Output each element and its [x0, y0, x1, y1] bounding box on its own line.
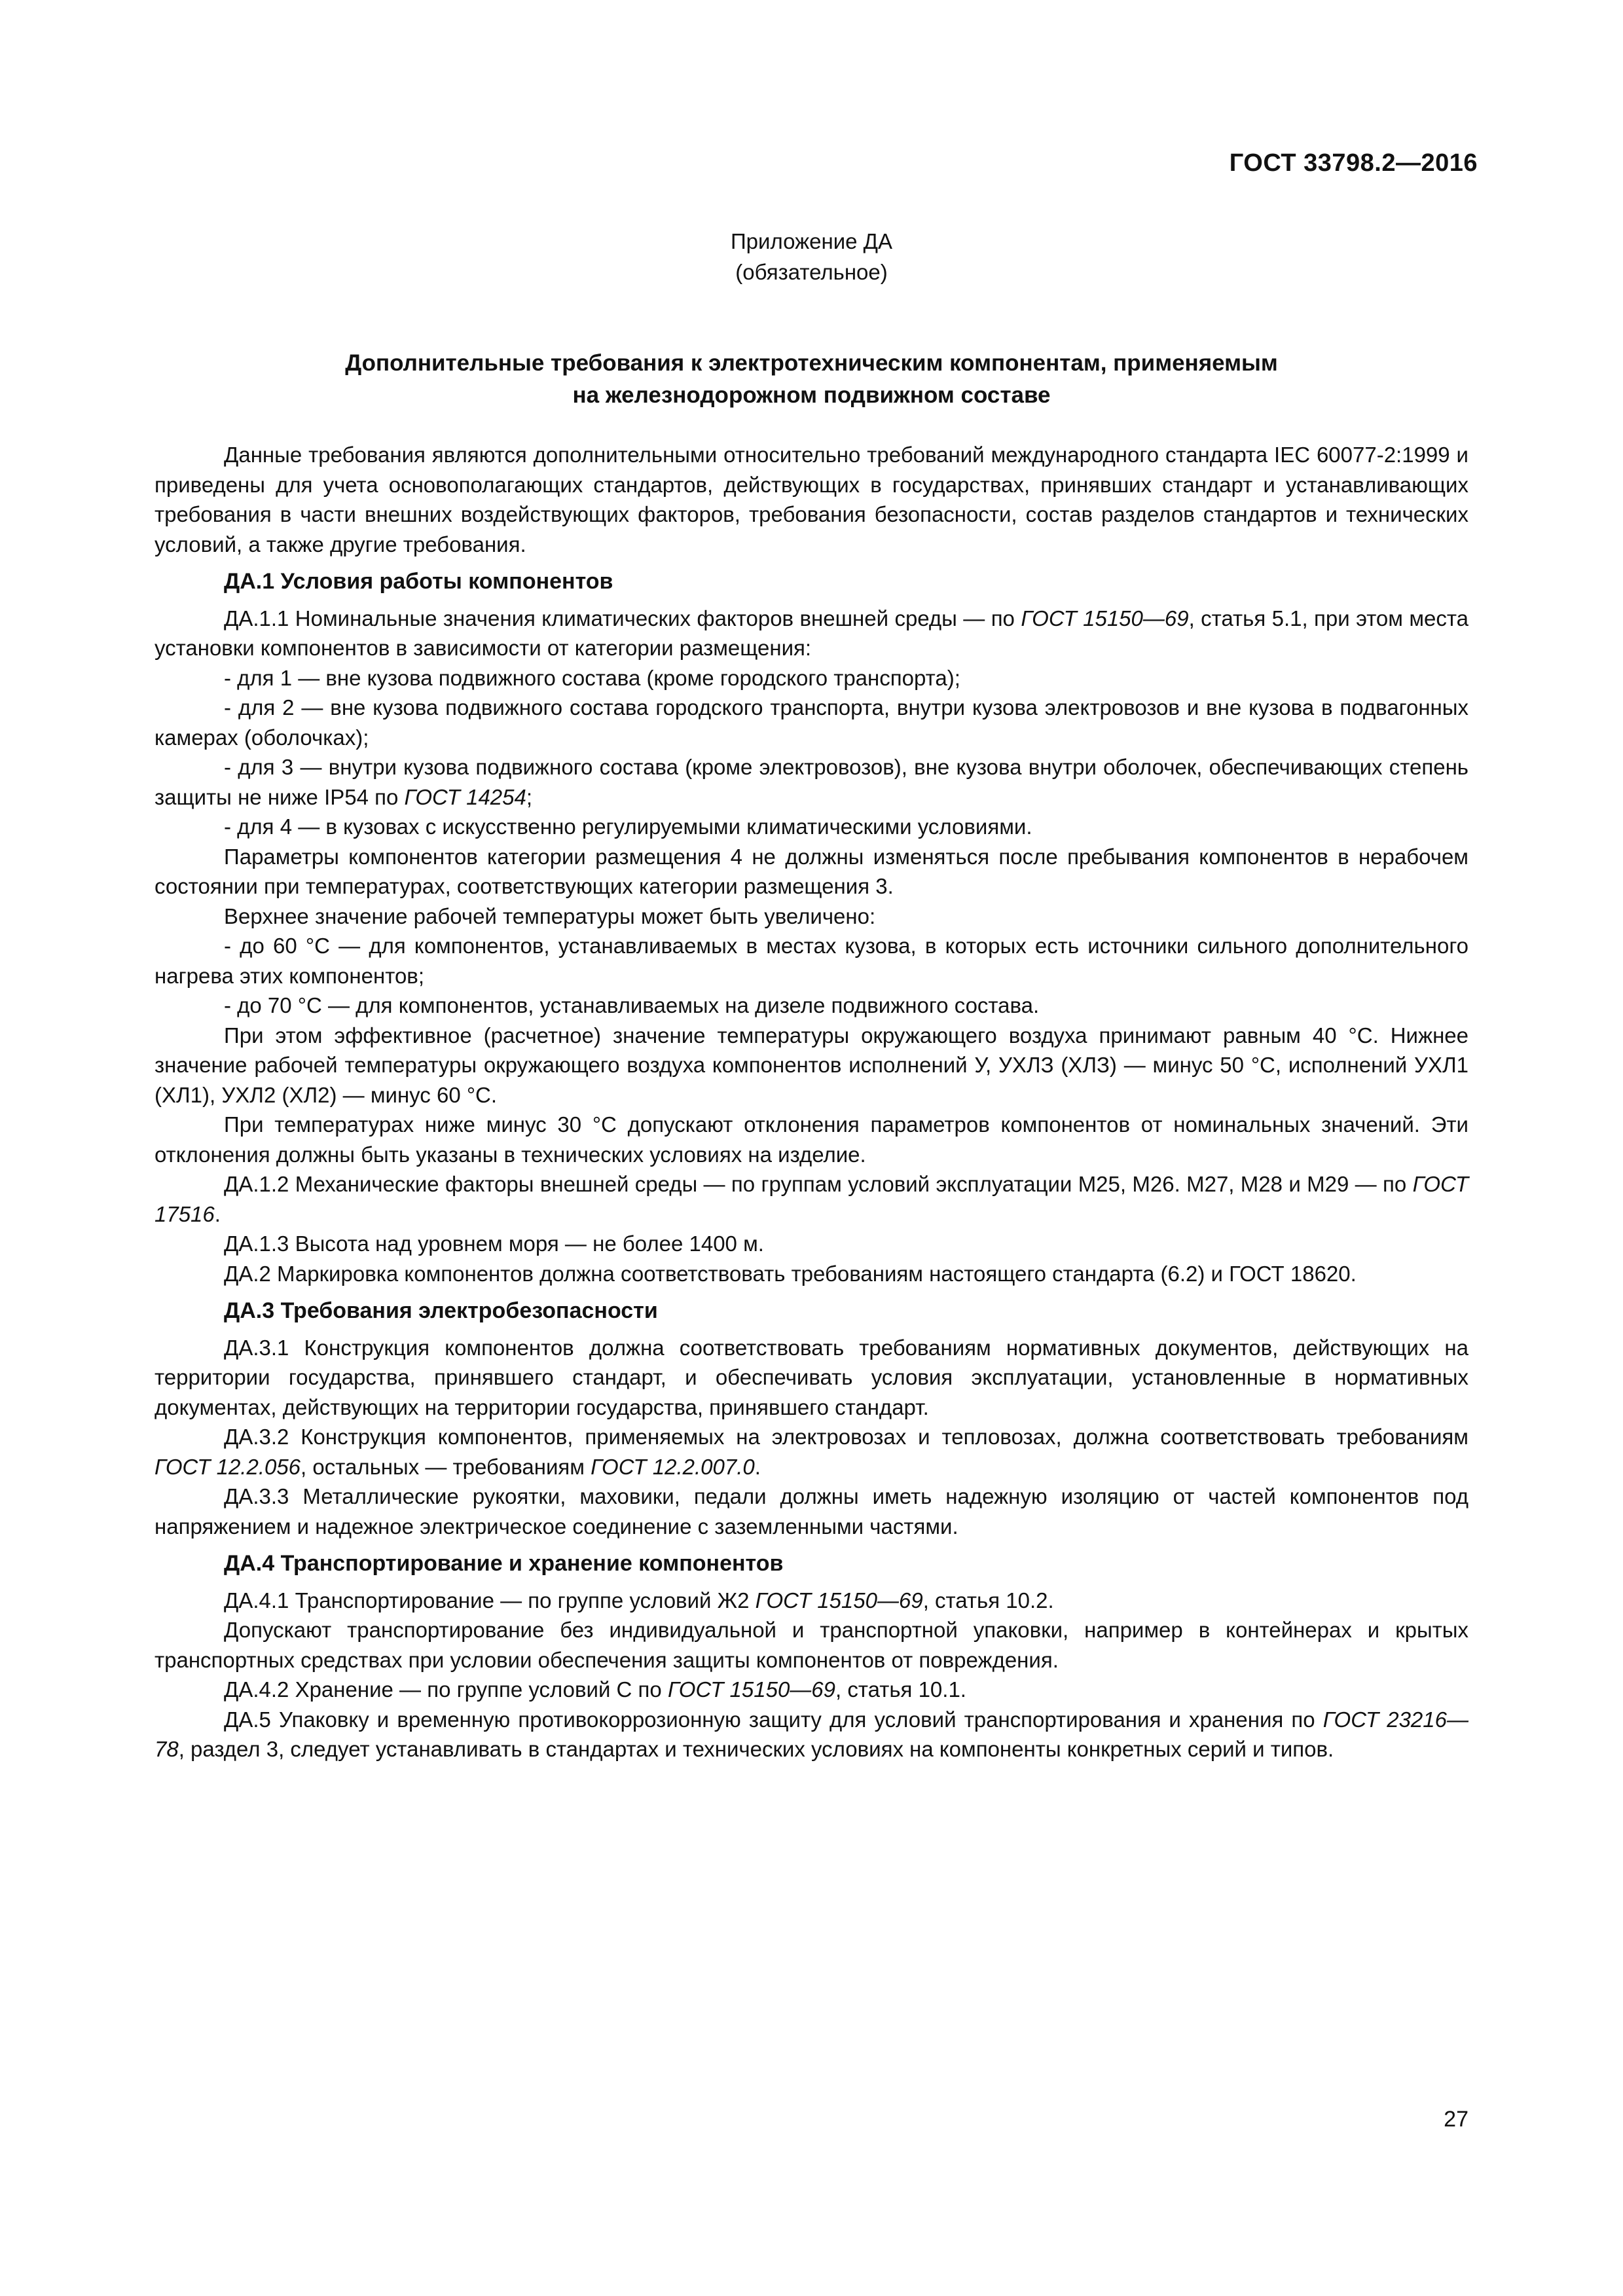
ref-gost-12-2-007-0: ГОСТ 12.2.007.0 — [591, 1454, 755, 1479]
paragraph-da5: ДА.5 Упаковку и временную противокоррозионную защиту для условий транспортирования и хранения по ГОСТ 23216—78, раздел 3, следует устанавливать в стандартах и технических условиях на компоненты конкретных серий и типов. — [155, 1707, 1468, 1761]
paragraph-da3-1: ДА.3.1 Конструкция компонентов должна соответствовать требованиям нормативных документов, действующих на территории государства, принявшего стандарт, и обеспечивать условия эксплуатации, установленные в нормативных документах, действующих на территории государства, принявшего стандарт. — [155, 1335, 1468, 1419]
list-item-category-2: - для 2 — вне кузова подвижного состава городского транспорта, внутри кузова электровозов и вне кузова в подвагонных камерах (оболочках); — [155, 695, 1468, 750]
paragraph-da3-2: ДА.3.2 Конструкция компонентов, применяемых на электровозах и тепловозах, должна соответствовать требованиям ГОСТ 12.2.056, остальных — требованиям ГОСТ 12.2.007.0. — [155, 1425, 1468, 1479]
ref-gost-12-2-056: ГОСТ 12.2.056 — [155, 1454, 301, 1479]
list-item-70c: - до 70 °С — для компонентов, устанавливаемых на дизеле подвижного состава. — [224, 993, 1040, 1017]
paragraph-upper-temp: Верхнее значение рабочей температуры может быть увеличено: — [224, 903, 876, 928]
paragraph-da4-2: ДА.4.2 Хранение — по группе условий С по ГОСТ 15150—69, статья 10.1. — [224, 1677, 966, 1702]
intro-paragraph: Данные требования являются дополнительными относительно требований международного стандарта IEC 60077-2:1999 и приведены для учета основополагающих стандартов, действующих в государствах, принявших стандарт и устанавливающих требования в части внешних воздействующих факторов, требования безопасности, состав разделов стандартов и технических условий, а также другие требования. — [155, 443, 1468, 556]
paragraph-category-4-params: Параметры компонентов категории размещения 4 не должны изменяться после пребывания компонентов в нерабочем состоянии при температурах, соответствующих категории размещения 3. — [155, 844, 1468, 898]
paragraph-low-temp-deviation: При температурах ниже минус 30 °С допускают отклонения параметров компонентов от номинальных значений. Эти отклонения должны быть указаны в технических условиях на изделие. — [155, 1112, 1468, 1167]
list-item-60c: - до 60 °С — для компонентов, устанавливаемых в местах кузова, в которых есть источники сильного дополнительного нагрева этих компонентов; — [155, 934, 1468, 988]
document-body — [155, 440, 1468, 1764]
section-title — [155, 347, 1468, 411]
ref-gost-15150: ГОСТ 15150—69 — [1021, 606, 1189, 630]
ref-gost-14254: ГОСТ 14254 — [404, 784, 526, 809]
paragraph-effective-temp: При этом эффективное (расчетное) значение температуры окружающего воздуха принимают равным 40 °С. Нижнее значение рабочей температуры окружающего воздуха компонентов исполнений У, УХЛЗ (ХЛЗ) — минус 50 °С, исполнений УХЛ1 (ХЛ1), УХЛ2 (ХЛ2) — минус 60 °С. — [155, 1023, 1468, 1107]
paragraph-da1-3: ДА.1.3 Высота над уровнем моря — не более 1400 м. — [224, 1231, 764, 1256]
list-item-category-3: - для 3 — внутри кузова подвижного состава (кроме электровозов), вне кузова внутри оболочек, обеспечивающих степень защиты не ниже IP54 по ГОСТ 14254; — [155, 755, 1468, 809]
paragraph-transport-without-packaging: Допускают транспортирование без индивидуальной и транспортной упаковки, например в контейнерах и крытых транспортных средствах при условии обеспечения защиты компонентов от повреждения. — [155, 1618, 1468, 1672]
list-item-category-4: - для 4 — в кузовах с искусственно регулируемыми климатическими условиями. — [224, 814, 1032, 839]
title-line-1: Дополнительные требования к электротехническим компонентам, применяемым — [345, 350, 1278, 376]
appendix-status: (обязательное) — [735, 260, 888, 284]
paragraph-da3-3: ДА.3.3 Металлические рукоятки, маховики, педали должны иметь надежную изоляцию от частей компонентов под напряжением и надежное электрическое соединение с заземленными частями. — [155, 1484, 1468, 1539]
ref-gost-15150-transport: ГОСТ 15150—69 — [755, 1588, 923, 1613]
paragraph-da1-1: ДА.1.1 Номинальные значения климатических факторов внешней среды — по ГОСТ 15150—69, статья 5.1, при этом места установки компонентов в зависимости от категории размещения: — [155, 606, 1469, 660]
appendix-title: Приложение ДА — [730, 229, 893, 253]
paragraph-da4-1: ДА.4.1 Транспортирование — по группе условий Ж2 ГОСТ 15150—69, статья 10.2. — [224, 1588, 1054, 1613]
heading-da1: ДА.1 Условия работы компонентов — [224, 569, 613, 594]
heading-da4: ДА.4 Транспортирование и хранение компонентов — [224, 1551, 784, 1576]
title-line-2: на железнодорожном подвижном составе — [572, 382, 1051, 408]
page-number: 27 — [1444, 2107, 1468, 2132]
ref-gost-23216: ГОСТ 23216—78 — [155, 1707, 1468, 1761]
heading-da3: ДА.3 Требования электробезопасности — [224, 1298, 658, 1323]
paragraph-da2: ДА.2 Маркировка компонентов должна соответствовать требованиям настоящего стандарта (6.2) и ГОСТ 18620. — [224, 1261, 1357, 1286]
document-code: ГОСТ 33798.2—2016 — [1229, 149, 1478, 177]
appendix-label — [0, 226, 1623, 287]
list-item-category-1: - для 1 — вне кузова подвижного состава (кроме городского транспорта); — [224, 665, 960, 690]
ref-gost-17516: ГОСТ 17516 — [155, 1172, 1468, 1226]
ref-gost-15150-storage: ГОСТ 15150—69 — [667, 1677, 836, 1702]
paragraph-da1-2: ДА.1.2 Механические факторы внешней среды — по группам условий эксплуатации М25, М26. М27, М28 и М29 — по ГОСТ 17516. — [155, 1172, 1468, 1226]
